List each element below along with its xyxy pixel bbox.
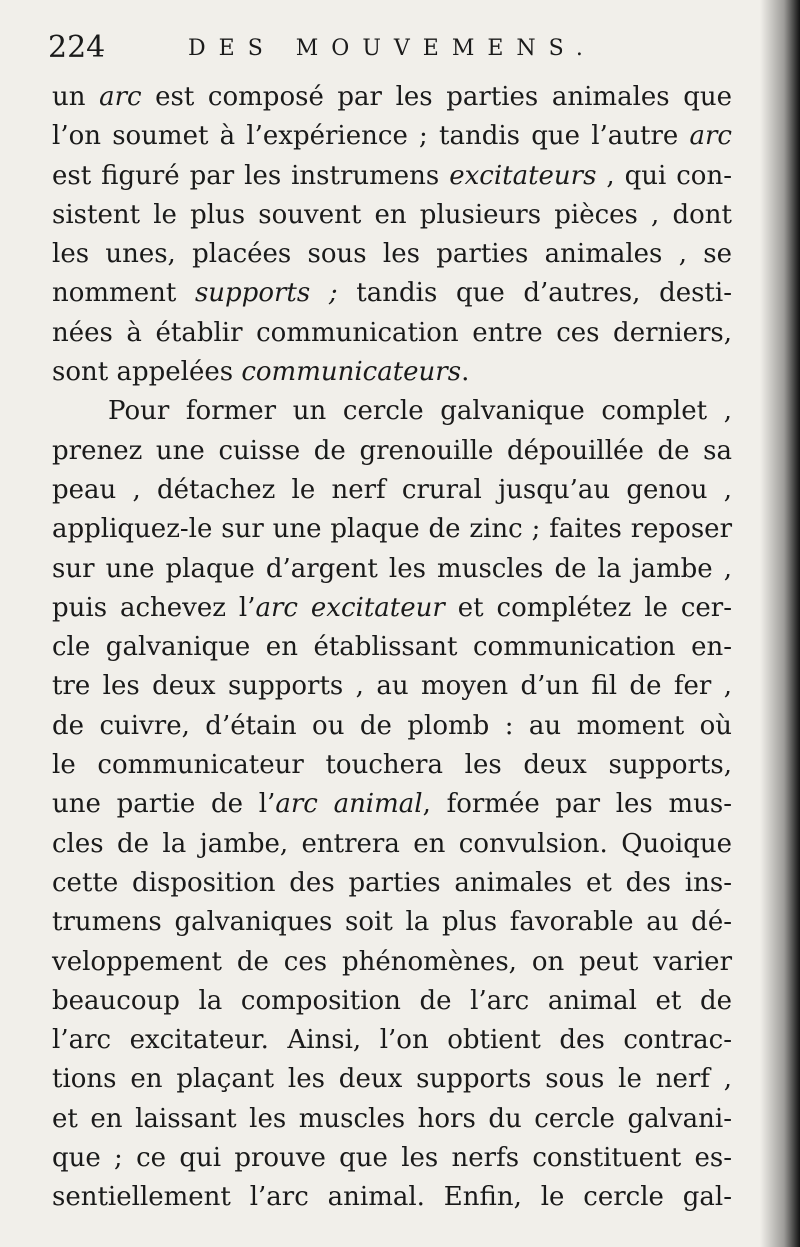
text-line [52, 864, 732, 903]
text-line [52, 1100, 732, 1139]
page-number: 224 [48, 30, 106, 65]
text-segment: de cuivre, d’étain ou de plomb : au moment où [52, 710, 732, 741]
running-head: DES MOUVEMENS. [188, 36, 596, 61]
text-line [52, 825, 732, 864]
text-segment: trumens galvaniques soit la plus favorable au dé- [52, 907, 732, 938]
text-line [52, 1178, 732, 1217]
text-segment: appliquez-le sur une plaque de zinc ; faites reposer [52, 514, 732, 545]
text-line [52, 314, 732, 353]
text-segment: est composé par les parties animales que [141, 82, 732, 112]
text-segment: nomment [52, 278, 195, 309]
italic-term: arc animal [275, 789, 423, 820]
italic-term: communicateurs [241, 357, 462, 388]
text-segment: et complétez le cer- [444, 592, 733, 623]
text-segment: que ; ce qui prouve que les nerfs constituent es- [52, 1143, 732, 1174]
text-line [52, 628, 732, 667]
text-line [52, 982, 732, 1021]
text-segment: et en laissant les muscles hors du cercle galvani- [52, 1103, 732, 1134]
text-segment: cle galvanique en établissant communication en- [52, 632, 732, 663]
text-segment: Pour former un cercle galvanique complet , [108, 396, 732, 427]
text-line [52, 392, 732, 431]
text-segment: un [52, 82, 100, 112]
text-line [52, 510, 732, 549]
text-segment: sistent le plus souvent en plusieurs pièces , dont [52, 199, 732, 230]
text-segment: puis achevez l’ [52, 592, 256, 623]
text-line [52, 707, 732, 746]
text-segment: cles de la jambe, entrera en convulsion. Quoique [52, 828, 732, 859]
paragraph [52, 392, 732, 1217]
italic-term: arc [99, 82, 142, 112]
text-segment: est figuré par les instrumens [52, 160, 450, 191]
italic-term: excitateurs [449, 160, 597, 191]
paragraph [52, 78, 732, 392]
text-segment: sont appelées [52, 357, 242, 388]
text-line [52, 903, 732, 942]
text-segment: peau , détachez le nerf crural jusqu’au genou , [52, 474, 732, 505]
italic-term: arc excitateur [255, 592, 445, 623]
text-segment: sentiellement l’arc animal. Enfin, le cercle gal- [52, 1182, 732, 1213]
text-segment: . [461, 357, 470, 388]
page-edge-shadow [760, 0, 800, 1247]
text-segment: prenez une cuisse de grenouille dépouillée de sa [52, 435, 732, 466]
text-segment: tandis que d’autres, desti- [337, 278, 732, 309]
text-line [52, 1060, 732, 1099]
text-segment: , formée par les mus- [422, 789, 732, 820]
text-line [52, 117, 732, 156]
text-line [52, 196, 732, 235]
page-header [48, 30, 748, 70]
text-line [52, 785, 732, 824]
body-text [52, 78, 732, 1218]
text-line [52, 274, 732, 313]
text-line [52, 746, 732, 785]
text-line [52, 432, 732, 471]
text-line [52, 353, 732, 392]
text-line [52, 589, 732, 628]
text-segment: cette disposition des parties animales et des ins- [52, 867, 732, 898]
text-line [52, 1021, 732, 1060]
text-segment: tions en plaçant les deux supports sous le nerf , [52, 1064, 732, 1095]
text-line [52, 550, 732, 589]
text-line [52, 1139, 732, 1178]
text-segment: , qui con- [596, 160, 732, 191]
text-line [52, 471, 732, 510]
text-segment: veloppement de ces phénomènes, on peut varier [52, 946, 732, 977]
text-segment: le communicateur touchera les deux supports, [52, 750, 732, 781]
italic-term: supports ; [194, 278, 338, 309]
text-segment: les unes, placées sous les parties animales , se [52, 239, 732, 270]
text-line [52, 157, 732, 196]
text-line [52, 235, 732, 274]
text-segment: l’on soumet à l’expérience ; tandis que l’autre [52, 121, 690, 152]
text-segment: beaucoup la composition de l’arc animal et de [52, 985, 732, 1016]
text-line [52, 943, 732, 982]
text-segment: une partie de l’ [52, 789, 276, 820]
text-segment: tre les deux supports , au moyen d’un fil de fer , [52, 671, 732, 702]
text-line [52, 667, 732, 706]
text-segment: l’arc excitateur. Ainsi, l’on obtient des contrac- [52, 1025, 732, 1056]
italic-term: arc [689, 121, 732, 152]
text-segment: sur une plaque d’argent les muscles de la jambe , [52, 553, 732, 584]
text-line [52, 78, 732, 117]
text-segment: nées à établir communication entre ces derniers, [52, 317, 732, 348]
